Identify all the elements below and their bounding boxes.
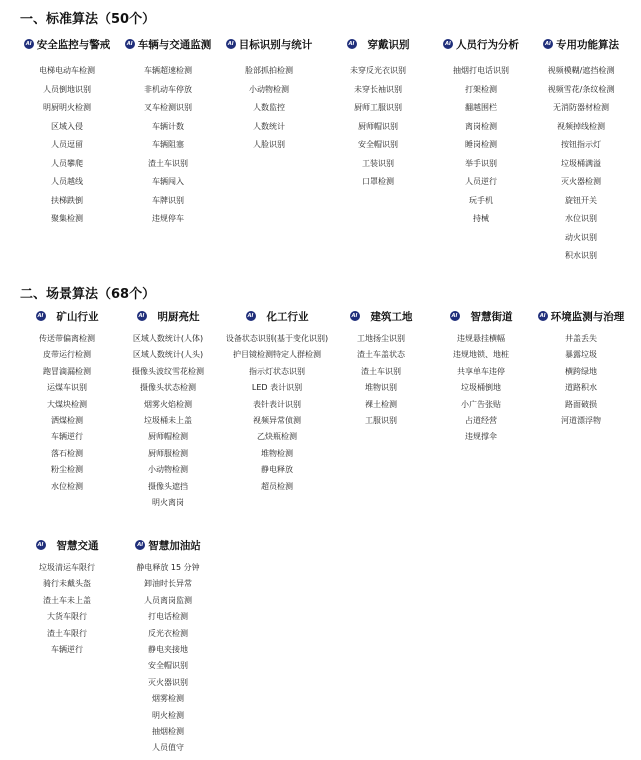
column-header [221,308,333,324]
list-item: 河道漂浮物 [561,415,601,425]
list-item: 表针表计识别 [253,399,301,409]
list-item: 车辆阻塞 [152,140,184,149]
column-title: 智慧交通 [56,539,99,552]
list-item: 视频掉线检测 [557,121,605,131]
list-item: 卸油时长异常 [144,579,192,589]
ai-badge-icon: AI [443,39,453,49]
ai-badge-icon: AI [125,39,135,49]
list-item: 堆物检测 [261,448,293,458]
list-item: 路面破损 [565,399,597,409]
list-item: 睡岗检测 [465,140,497,149]
list-item: 指示灯状态识别 [249,366,305,376]
list-item: 工装识别 [362,158,394,168]
list-item: 人员越线 [51,177,83,186]
standard-column-target [216,36,322,155]
list-item: 举手识别 [465,158,497,168]
list-item: 非机动车停放 [144,84,192,94]
scene-column-chemical [221,308,333,495]
column-title: 安全监控与警戒 [36,38,111,51]
list-item: 视频模糊/遮挡检测 [547,66,615,75]
item-list [14,62,120,229]
list-item: 抽烟打电话识别 [453,66,509,75]
list-item: 骑行未戴头盔 [43,579,91,589]
scene-column-construction [328,308,434,429]
column-title: 专用功能算法 [556,38,619,51]
list-item: 违规撑伞 [465,432,497,442]
list-item: 乙炔瓶检测 [257,432,297,442]
ai-badge-icon: AI [538,311,548,321]
list-item: 堆物识别 [365,383,397,393]
list-item: 电梯电动车检测 [39,66,95,75]
column-title: 车辆与交通监测 [137,38,212,51]
column-header [428,308,534,324]
scene-column-gas-station [115,537,221,757]
list-item: 明火检测 [152,710,184,720]
list-item: 人员值守 [152,743,184,753]
list-item: 持械 [473,214,489,223]
list-item: 视频异常侦测 [253,415,301,425]
list-item: 大煤块检测 [47,399,87,409]
list-item: 大货车限行 [47,612,87,622]
item-list [428,62,534,229]
list-item: 工服识别 [365,415,397,425]
scene-column-environment [528,308,634,429]
column-title: 人员行为分析 [456,38,519,51]
list-item: 人数监控 [253,103,285,112]
list-item: 打电话检测 [148,612,188,622]
list-item: 道路积水 [565,383,597,393]
list-item: 横跨绿地 [565,366,597,376]
list-item: 动火识别 [565,232,597,242]
column-header [115,36,221,52]
list-item: 积水识别 [565,251,597,260]
list-item: 离岗检测 [465,121,497,131]
list-item: 渣土车限行 [47,628,87,638]
standard-column-vehicle [115,36,221,229]
list-item: 厨师工服识别 [354,103,402,112]
column-title: 智慧加油站 [148,539,201,552]
list-item: 垃圾桶满溢 [561,158,601,168]
list-item: LED 表计识别 [251,383,303,393]
list-item: 脸部抓拍检测 [245,66,293,75]
list-item: 摄像头波纹雪花检测 [132,366,204,376]
list-item: 渣土车识别 [148,158,188,168]
list-item: 水位检测 [51,481,83,491]
list-item: 灭火器识别 [148,677,188,687]
list-item: 人员攀爬 [51,158,83,168]
list-item: 视频雪花/条纹检测 [547,84,615,94]
list-item: 厨师帽检测 [148,432,188,442]
list-item: 车牌识别 [152,195,184,205]
list-item: 抽烟检测 [152,726,184,736]
item-list [528,62,634,266]
list-item: 人员逆行 [465,177,497,186]
standard-column-behavior [428,36,534,229]
ai-badge-icon: AI [36,540,46,550]
list-item: 人员离岗监测 [144,595,192,605]
list-item: 小广告张贴 [461,399,501,409]
list-item: 洒煤检测 [51,415,83,425]
list-item: 占道经营 [465,415,497,425]
list-item: 共享单车违停 [457,366,505,376]
list-item: 护目镜检测特定人群检测 [233,350,321,360]
list-item: 未穿反光衣识别 [350,66,406,75]
list-item: 人数统计 [253,121,285,131]
list-item: 垃圾清运车限行 [39,563,95,572]
list-item: 渣土车未上盖 [43,595,91,605]
item-list [216,62,322,155]
scene-section-title: 二、场景算法（68个） [20,287,156,302]
scene-column-mining [14,308,120,495]
list-item: 设备状态识别(基于变化识别) [225,334,329,343]
list-item: 安全帽识别 [148,661,188,671]
list-item: 人员逗留 [51,140,83,149]
ai-badge-icon: AI [350,311,360,321]
list-item: 人脸识别 [253,140,285,149]
list-item: 厨师帽识别 [358,121,398,131]
column-title: 环境监测与治理 [550,310,625,323]
list-item: 区域入侵 [51,121,83,131]
list-item: 翻越围栏 [465,103,497,112]
list-item: 违规停车 [152,214,184,223]
ai-badge-icon: AI [135,540,145,550]
list-item: 烟雾检测 [152,694,184,704]
column-header [528,36,634,52]
scene-column-kitchen [115,308,221,511]
ai-badge-icon: AI [137,311,147,321]
item-list [115,560,221,757]
column-header [325,36,431,52]
column-header [14,537,120,553]
list-item: 暴露垃圾 [565,350,597,360]
scene-column-street [428,308,534,446]
ai-badge-icon: AI [226,39,236,49]
list-item: 车辆超速检测 [144,66,192,75]
list-item: 裸土检测 [365,399,397,409]
list-item: 粉尘检测 [51,465,83,475]
list-item: 违规悬挂横幅 [457,334,505,343]
column-header [528,308,634,324]
column-title: 矿山行业 [56,310,99,323]
list-item: 烟雾火焰检测 [144,399,192,409]
list-item: 工地扬尘识别 [357,334,405,343]
list-item: 车辆逆行 [51,644,83,654]
standard-column-special [528,36,634,266]
column-header [115,537,221,553]
list-item: 超员检测 [261,481,293,491]
item-list [528,331,634,429]
list-item: 小动物检测 [148,465,188,475]
item-list [115,62,221,229]
column-title: 明厨亮灶 [157,310,200,323]
column-header [14,36,120,52]
list-item: 反光衣检测 [148,628,188,638]
list-item: 明火离岗 [152,497,184,507]
list-item: 人员倒地识别 [43,84,91,94]
list-item: 水位识别 [565,214,597,223]
item-list [325,62,431,192]
ai-badge-icon: AI [450,311,460,321]
ai-badge-icon: AI [24,39,34,49]
item-list [14,331,120,495]
column-title: 目标识别与统计 [238,38,313,51]
list-item: 井盖丢失 [565,334,597,343]
column-header [328,308,434,324]
list-item: 摄像头状态检测 [140,383,196,393]
list-item: 摄像头遮挡 [148,481,188,491]
list-item: 车辆计数 [152,121,184,131]
column-title: 建筑工地 [370,310,413,323]
list-item: 安全帽识别 [358,140,398,149]
item-list [328,331,434,429]
column-header [14,308,120,324]
list-item: 未穿长袖识别 [354,84,402,94]
list-item: 明厨明火检测 [43,103,91,112]
item-list [221,331,333,495]
standard-column-wearing [325,36,431,192]
ai-badge-icon: AI [246,311,256,321]
item-list [115,331,221,511]
list-item: 无消防器材检测 [553,103,609,112]
column-title: 智慧街道 [470,310,513,323]
list-item: 垃圾桶倒地 [461,383,501,393]
ai-badge-icon: AI [347,39,357,49]
list-item: 落石检测 [51,448,83,458]
list-item: 运煤车识别 [47,383,87,393]
column-title: 穿戴识别 [367,38,410,51]
list-item: 区域人数统计(人头) [132,350,204,360]
item-list [14,560,120,658]
list-item: 口罩检测 [362,177,394,186]
list-item: 打架检测 [465,84,497,94]
list-item: 跑冒滴漏检测 [43,366,91,376]
list-item: 垃圾桶未上盖 [144,415,192,425]
list-item: 叉车检测识别 [144,103,192,112]
list-item: 按钮指示灯 [561,140,601,149]
column-header [115,308,221,324]
list-item: 旋钮开关 [565,195,597,205]
ai-badge-icon: AI [543,39,553,49]
scene-column-traffic [14,537,120,658]
list-item: 传送带偏离检测 [39,334,95,343]
list-item: 车辆闯入 [152,177,184,186]
list-item: 小动物检测 [249,84,289,94]
list-item: 聚集检测 [51,214,83,223]
list-item: 灭火器检测 [561,177,601,186]
list-item: 静电释放 [261,465,293,475]
list-item: 扶梯跌倒 [51,195,83,205]
list-item: 渣土车盖状态 [357,350,405,360]
column-header [216,36,322,52]
column-title: 化工行业 [266,310,309,323]
list-item: 违规地锁、地桩 [453,350,509,360]
list-item: 区域人数统计(人体) [132,334,204,343]
standard-section-title: 一、标准算法（50个） [20,12,156,27]
list-item: 厨师服检测 [148,448,188,458]
list-item: 玩手机 [469,195,493,205]
ai-badge-icon: AI [36,311,46,321]
list-item: 车辆逆行 [51,432,83,442]
standard-column-safety [14,36,120,229]
column-header [428,36,534,52]
list-item: 皮带运行检测 [43,350,91,360]
list-item: 静电夹接地 [148,644,188,654]
item-list [428,331,534,446]
list-item: 渣土车识别 [361,366,401,376]
list-item: 静电释放 15 分钟 [136,563,200,572]
